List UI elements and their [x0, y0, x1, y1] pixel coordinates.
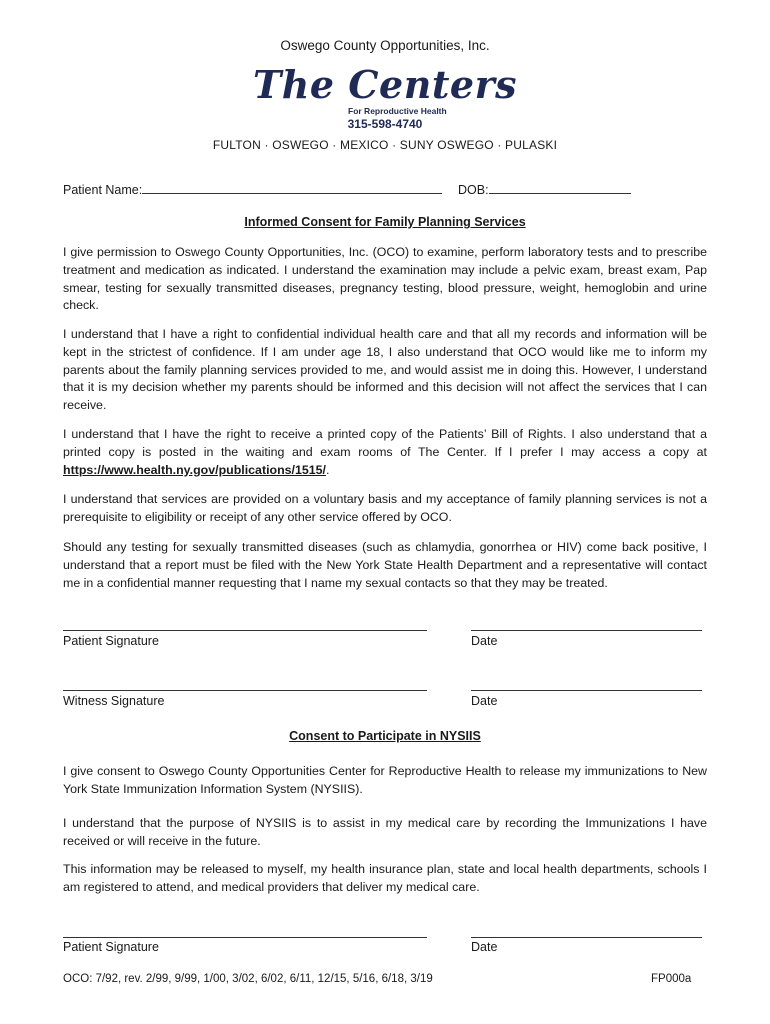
nysiis-paragraph-2: I understand that the purpose of NYSIIS is to assist in my medical care by recording the Immunizations I have received or will receive in the future. — [63, 816, 707, 848]
patient-name-label: Patient Name: — [63, 183, 143, 197]
patient-signature-line[interactable] — [63, 630, 427, 631]
bill-of-rights-end: . — [326, 462, 330, 477]
bill-of-rights-link[interactable]: https://www.health.ny.gov/publications/1515/ — [63, 462, 326, 477]
patient-name-row — [63, 181, 442, 197]
dob-field[interactable] — [489, 181, 631, 194]
logo-title: The Centers — [252, 62, 517, 107]
patient-name-field[interactable] — [142, 181, 442, 194]
consent-paragraph-3 — [63, 426, 707, 479]
nysiis-patient-signature-label: Patient Signature — [63, 940, 159, 954]
organization-name: Oswego County Opportunities, Inc. — [280, 38, 490, 53]
dob-label: DOB: — [458, 183, 489, 197]
bill-of-rights-text: I understand that I have the right to receive a printed copy of the Patients’ Bill of Rights. I also understand that a printed copy is posted in the waiting and exam rooms of The Center. If I prefer I may access a copy at — [63, 427, 707, 459]
date-label-2: Date — [471, 694, 498, 708]
logo-subtitle: For Reproductive Health — [348, 106, 447, 116]
patient-signature-label: Patient Signature — [63, 634, 159, 648]
date-line-2[interactable] — [471, 690, 702, 691]
revision-history: OCO: 7/92, rev. 2/99, 9/99, 1/00, 3/02, 6/02, 6/11, 12/15, 5/16, 6/18, 3/19 — [63, 973, 433, 985]
family-planning-consent-heading: Informed Consent for Family Planning Services — [244, 215, 526, 229]
witness-signature-label: Witness Signature — [63, 694, 165, 708]
nysiis-patient-signature-line[interactable] — [63, 937, 427, 938]
consent-paragraph-5: Should any testing for sexually transmitted diseases (such as chlamydia, gonorrhea or HIV) come back positive, I understand that a report must be filed with the New York State Health Department and a representative will contact me in a confidential manner requesting that I name my sexual contacts so that they may be treated. — [63, 540, 707, 590]
witness-signature-line[interactable] — [63, 690, 427, 691]
locations-list: FULTON · OSWEGO · MEXICO · SUNY OSWEGO · PULASKI — [212, 138, 558, 152]
date-label-1: Date — [471, 634, 498, 648]
nysiis-paragraph-3: This information may be released to myself, my health insurance plan, state and local health departments, schools I am registered to attend, and medical providers that deliver my medical care. — [63, 862, 707, 894]
consent-paragraph-4: I understand that services are provided on a voluntary basis and my acceptance of family planning services is not a prerequisite to eligibility or receipt of any other service offered by OCO. — [63, 492, 707, 524]
nysiis-paragraph-1: I give consent to Oswego County Opportunities Center for Reproductive Health to release my immunizations to New York State Immunization Information System (NYSIIS). — [63, 764, 707, 796]
form-id: FP000a — [651, 973, 692, 985]
nysiis-date-label: Date — [471, 940, 498, 954]
consent-paragraph-2: I understand that I have a right to confidential individual health care and that all my records and information will be kept in the strictest of confidence. If I am under age 18, I also understand that OCO would like me to inform my parents about the family planning services provided to me, and would assist me in doing this. However, I understand that it is my decision whether my parents should be informed and this decision will not affect the services that I can receive. — [63, 327, 707, 413]
nysiis-date-line[interactable] — [471, 937, 702, 938]
dob-row — [458, 181, 631, 197]
consent-paragraph-1: I give permission to Oswego County Opportunities, Inc. (OCO) to examine, perform laboratory tests and to prescribe treatment and medication as indicated. I understand the examination may include a pelvic exam, breast exam, Pap smear, testing for sexually transmitted diseases, pregnancy testing, blood pressure, weight, hemoglobin and urine check. — [63, 245, 707, 313]
phone-number: 315-598-4740 — [347, 117, 423, 131]
date-line-1[interactable] — [471, 630, 702, 631]
nysiis-consent-heading: Consent to Participate in NYSIIS — [289, 729, 481, 743]
